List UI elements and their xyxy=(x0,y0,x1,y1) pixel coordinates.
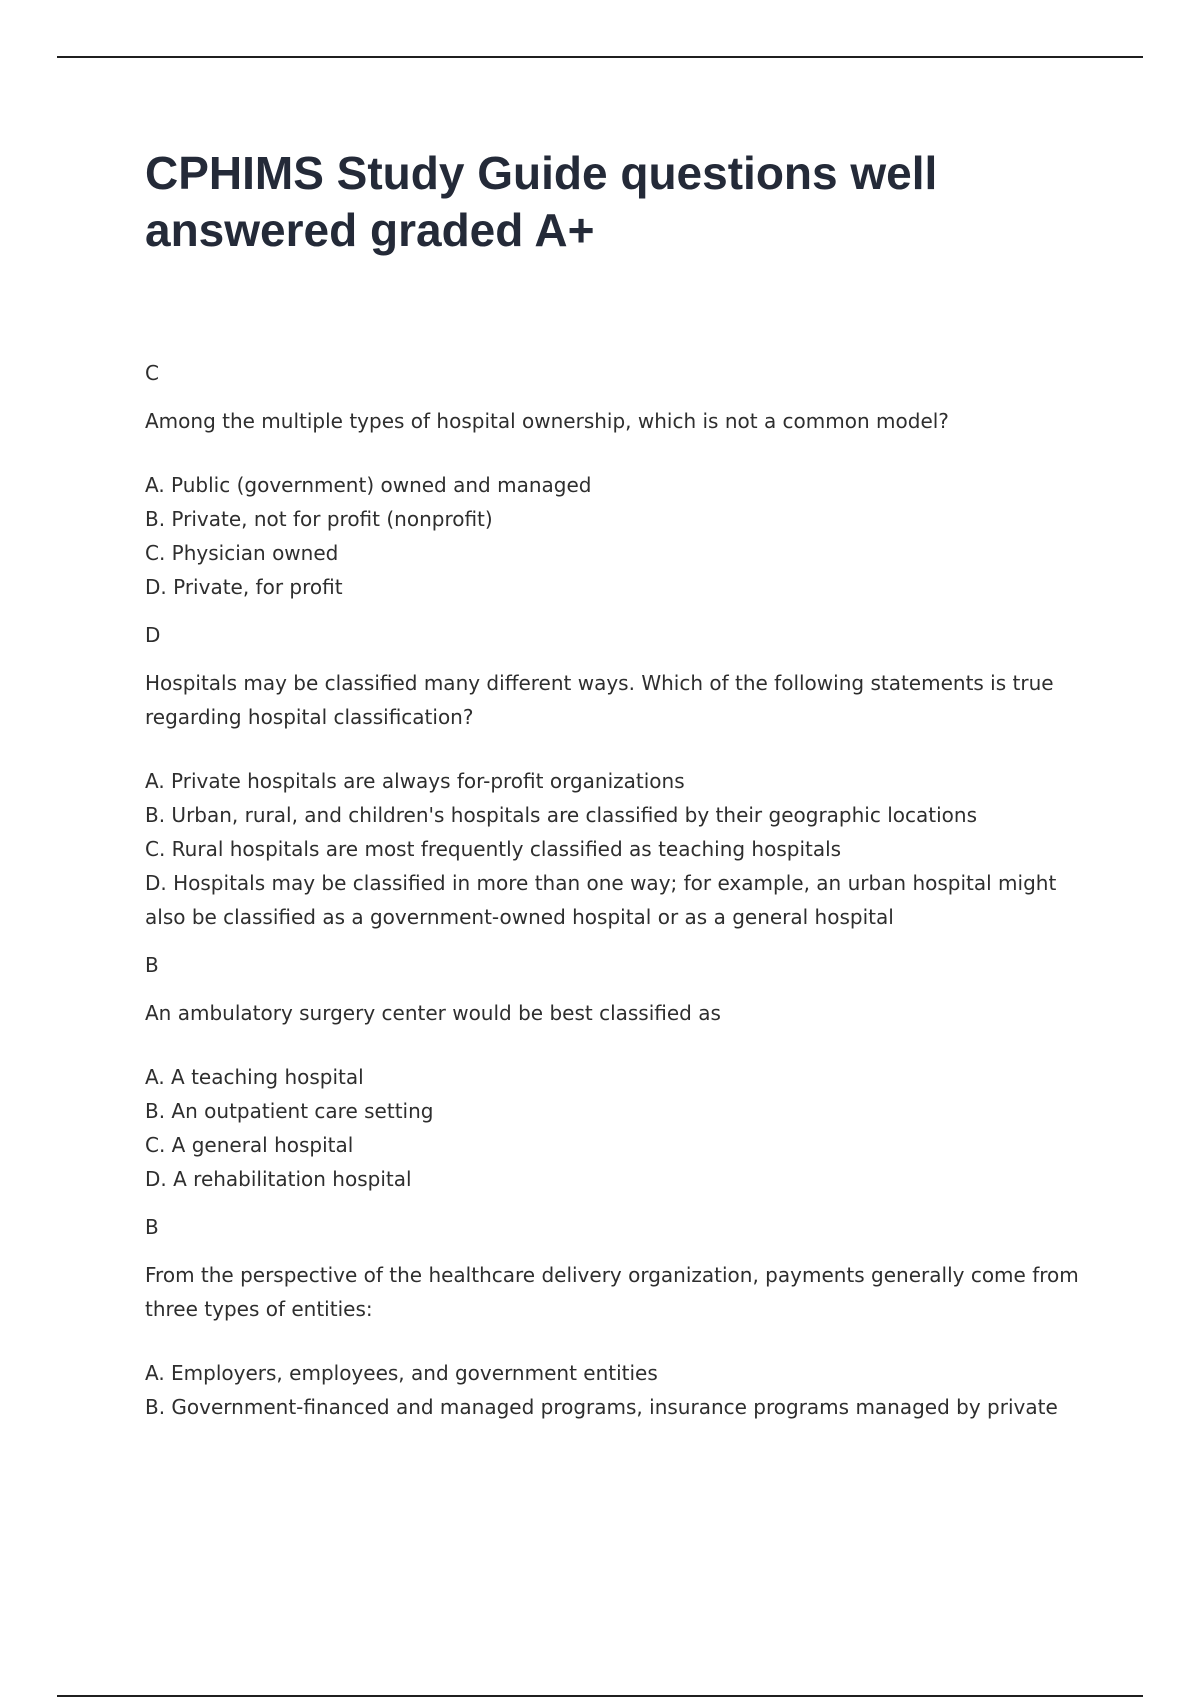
option-list xyxy=(145,764,1085,934)
option-item: A. Employers, employees, and government entities xyxy=(145,1361,658,1385)
option-item: D. Hospitals may be classified in more than one way; for example, an urban hospital might also be classified as a government-owned hospital or as a general hospital xyxy=(145,871,1057,929)
question-block xyxy=(145,948,1085,1196)
question-block xyxy=(145,356,1085,604)
option-list xyxy=(145,468,1085,604)
option-item: B. Urban, rural, and children's hospitals are classified by their geographic locations xyxy=(145,803,977,827)
document-body xyxy=(145,356,1085,1438)
option-item: D. Private, for profit xyxy=(145,575,343,599)
option-item: B. An outpatient care setting xyxy=(145,1099,434,1123)
answer-letter: C xyxy=(145,361,160,385)
option-item: B. Government-financed and managed programs, insurance programs managed by private xyxy=(145,1395,1058,1419)
question-text: An ambulatory surgery center would be best classified as xyxy=(145,1001,721,1025)
question-block xyxy=(145,618,1085,934)
question-block xyxy=(145,1210,1085,1424)
option-item: B. Private, not for profit (nonprofit) xyxy=(145,507,493,531)
option-item: A. Public (government) owned and managed xyxy=(145,473,592,497)
question-text: From the perspective of the healthcare delivery organization, payments generally come from three types of entities: xyxy=(145,1263,1079,1321)
top-divider xyxy=(57,56,1143,58)
question-text: Hospitals may be classified many different ways. Which of the following statements is true regarding hospital classification? xyxy=(145,671,1054,729)
question-text: Among the multiple types of hospital ownership, which is not a common model? xyxy=(145,409,949,433)
option-item: D. A rehabilitation hospital xyxy=(145,1167,412,1191)
bottom-divider xyxy=(57,1695,1143,1697)
answer-letter: D xyxy=(145,623,161,647)
document-title: CPHIMS Study Guide questions well answered graded A+ xyxy=(145,147,938,256)
answer-letter: B xyxy=(145,953,159,977)
option-list xyxy=(145,1356,1085,1424)
option-item: C. Rural hospitals are most frequently classified as teaching hospitals xyxy=(145,837,842,861)
option-list xyxy=(145,1060,1085,1196)
option-item: A. A teaching hospital xyxy=(145,1065,364,1089)
option-item: C. Physician owned xyxy=(145,541,339,565)
option-item: A. Private hospitals are always for-profit organizations xyxy=(145,769,685,793)
answer-letter: B xyxy=(145,1215,159,1239)
option-item: C. A general hospital xyxy=(145,1133,354,1157)
